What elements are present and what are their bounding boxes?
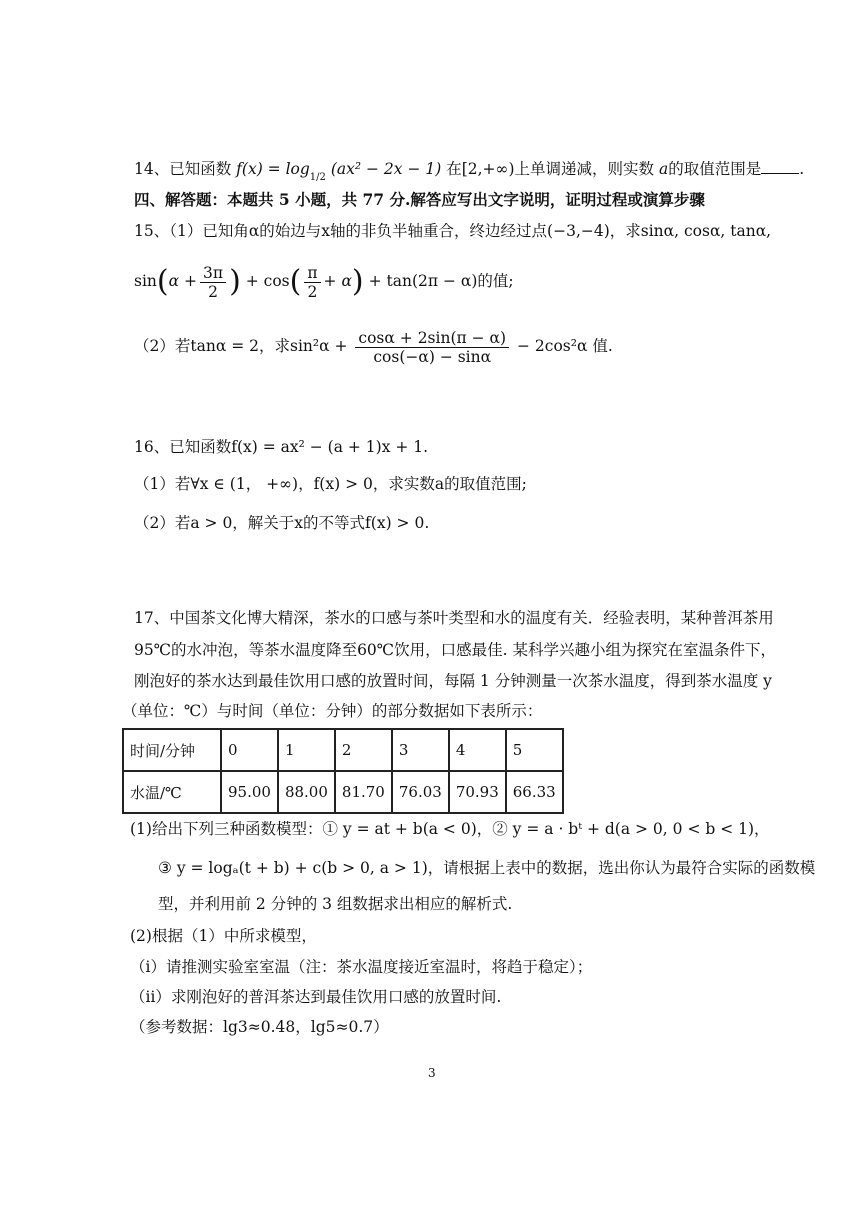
- q14-function: f(x) = log: [236, 160, 310, 178]
- question-14: [134, 158, 805, 189]
- q14-var-a: a: [658, 160, 669, 178]
- table-cell: 88.00: [278, 771, 335, 813]
- temperature-table: [122, 728, 564, 814]
- question-15-expression: [134, 258, 778, 304]
- table-cell: 3: [392, 729, 449, 771]
- table-cell: 5: [506, 729, 563, 771]
- sin-label: sin: [134, 272, 157, 290]
- q14-interval: 在[2,+∞)上单调递减，则实数: [446, 160, 654, 178]
- q14-log-base: 1/2: [309, 172, 326, 183]
- question-17-p1-line3: 型，并利用前 2 分钟的 3 组数据求出相应的解析式.: [158, 895, 513, 913]
- table-cell: 2: [335, 729, 392, 771]
- q14-argument: (ax² − 2x − 1): [330, 160, 442, 178]
- table-header-temp: 水温/℃: [123, 771, 221, 813]
- q14-end: .: [799, 160, 805, 178]
- paren: ): [351, 264, 364, 299]
- fraction-3pi-2: [200, 264, 226, 301]
- table-header-time: 时间/分钟: [123, 729, 221, 771]
- question-17-line1: 17、中国茶文化博大精深，茶水的口感与茶叶类型和水的温度有关．经验表明，某种普洱茶用: [134, 609, 774, 627]
- part2-fraction: [355, 329, 509, 366]
- answer-blank: [761, 159, 799, 174]
- question-17-p2-line1: (2)根据（1）中所求模型，: [130, 927, 317, 945]
- q14-suffix: 的取值范围是: [668, 160, 762, 178]
- cos-label: + cos: [245, 272, 290, 290]
- question-17-p1-line2: ③ y = logₐ(t + b) + c(b > 0, a > 1)，请根据上表中的数据，选出你认为最符合实际的函数模: [158, 859, 816, 877]
- table-cell: 1: [278, 729, 335, 771]
- part2-prefix: （2）若tanα = 2，求sin²α +: [134, 337, 348, 355]
- table-cell: 76.03: [392, 771, 449, 813]
- table-cell: 70.93: [449, 771, 506, 813]
- table-cell: 66.33: [506, 771, 563, 813]
- question-17-line4: （单位：℃）与时间（单位：分钟）的部分数据如下表所示：: [122, 702, 543, 720]
- fraction-pi-2: [304, 264, 320, 301]
- question-17-line2: 95℃的水冲泡，等茶水温度降至60℃饮用，口感最佳. 某科学兴趣小组为探究在室温条件下，: [134, 641, 776, 659]
- paren: ): [229, 264, 241, 299]
- question-17-p1-line1: (1)给出下列三种函数模型：① y = at + b(a < 0)，② y = a · bᵗ + d(a > 0, 0 < b < 1)，: [130, 820, 770, 838]
- frac-den: 2: [208, 282, 218, 301]
- page-number: 3: [428, 1066, 436, 1080]
- part2-suffix: − 2cos²α 值.: [516, 337, 613, 355]
- question-16-line2: （1）若∀x ∈ (1， +∞)，f(x) > 0，求实数a的取值范围;: [134, 475, 527, 493]
- question-17-p2-ii: （ⅱ）求刚泡好的普洱茶达到最佳饮用口感的放置时间.: [130, 988, 502, 1006]
- frac-num: 3π: [200, 264, 226, 283]
- paren: (: [156, 264, 169, 299]
- table-row: [123, 729, 563, 771]
- question-16-line1: 16、已知函数f(x) = ax² − (a + 1)x + 1.: [134, 438, 429, 456]
- table-cell: 4: [449, 729, 506, 771]
- plus-alpha: + α: [323, 272, 352, 290]
- question-17-p2-i: （ⅰ）请推测实验室室温（注：茶水温度接近室温时，将趋于稳定）；: [130, 958, 593, 976]
- table-row: [123, 771, 563, 813]
- question-16-line3: （2）若a > 0，解关于x的不等式f(x) > 0.: [134, 514, 430, 532]
- table-cell: 95.00: [221, 771, 278, 813]
- question-15-line1: 15、（1）已知角α的始边与x轴的非负半轴重合，终边经过点(−3,−4)，求sinα, cosα, tanα,: [134, 222, 772, 240]
- paren: (: [289, 264, 302, 299]
- table-cell: 0: [221, 729, 278, 771]
- table-cell: 81.70: [335, 771, 392, 813]
- q14-prefix: 14、已知函数: [134, 160, 232, 178]
- frac-den: 2: [307, 282, 318, 301]
- frac-num: cosα + 2sin(π − α): [355, 329, 509, 348]
- tan-term: + tan(2π − α)的值;: [368, 272, 514, 290]
- reference-data: （参考数据：lg3≈0.48，lg5≈0.7）: [130, 1018, 389, 1036]
- section-heading: 四、解答题：本题共 5 小题，共 77 分.解答应写出文字说明，证明过程或演算步骤: [134, 190, 705, 209]
- frac-num: π: [304, 264, 320, 283]
- frac-den: cos(−α) − sinα: [373, 347, 492, 366]
- alpha-plus: α +: [168, 272, 198, 290]
- question-15-part2: [134, 323, 778, 369]
- question-17-line3: 刚泡好的茶水达到最佳饮用口感的放置时间，每隔 1 分钟测量一次茶水温度，得到茶水温度 y: [134, 672, 772, 690]
